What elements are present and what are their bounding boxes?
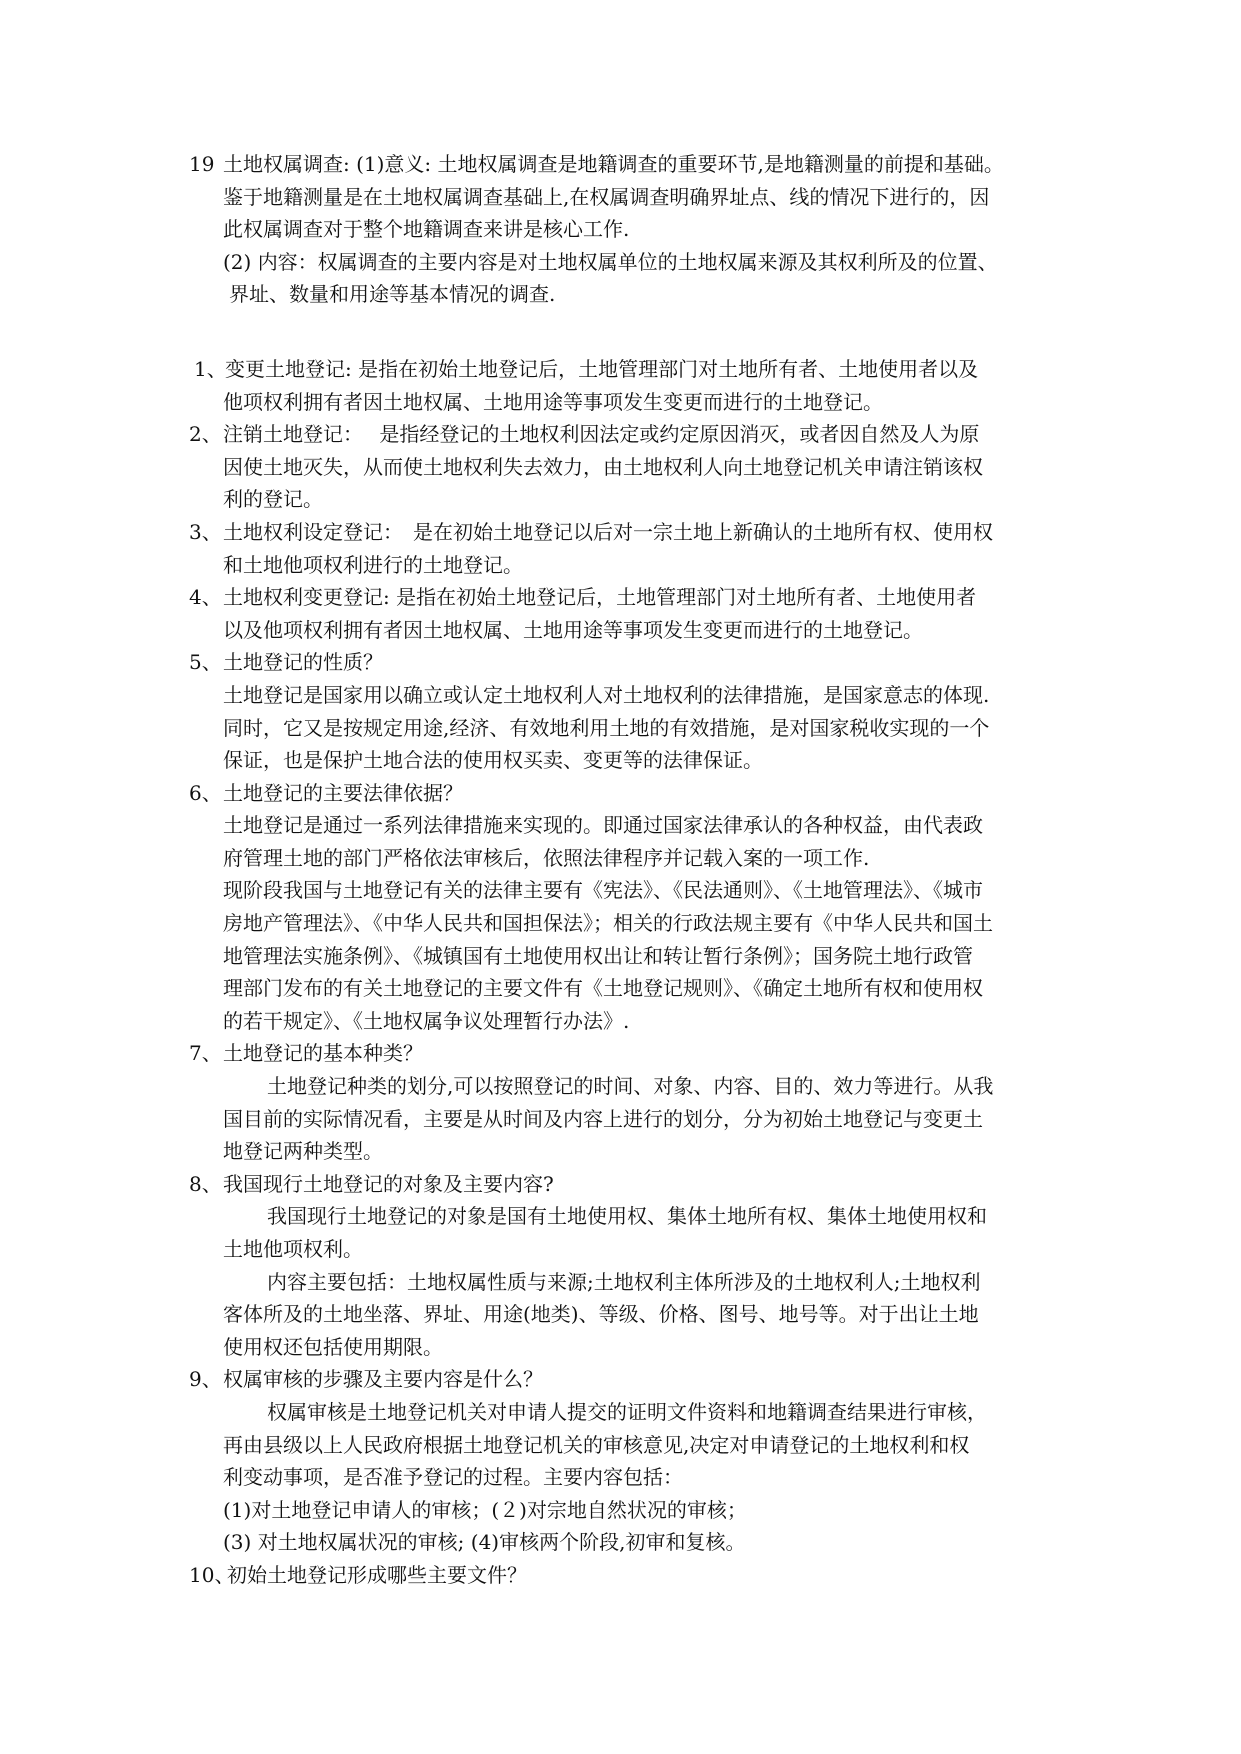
item-8-line-1 [189,1168,1069,1201]
item-1-number: 1、 [194,356,227,381]
item-4-line-1 [189,581,1069,614]
item-6-number: 6、 [189,780,222,805]
item-4-number: 4、 [189,585,222,610]
document-body [189,148,1069,1592]
q19-number: 19 [189,152,215,176]
item-2-line-1 [189,418,1069,451]
item-9-number: 9、 [189,1367,222,1392]
item-8-para2-line-1: 内容主要包括：土地权属性质与来源;土地权利主体所涉及的土地权利人;土地权利 [267,1269,981,1294]
item-5-line-3: 同时，它又是按规定用途,经济、有效地利用土地的有效措施，是对国家税收实现的一个 [223,715,990,740]
item-6-line-8: 的若干规定》、《土地权属争议处理暂行办法》. [223,1008,630,1033]
item-8-title: 我国现行土地登记的对象及主要内容? [223,1171,554,1196]
item-8-number: 8、 [189,1171,222,1196]
item-4-title: 土地权利变更登记: 是指在初始土地登记后，土地管理部门对土地所有者、土地使用者 [223,585,977,610]
item-9-para-line-1: 权属审核是土地登记机关对申请人提交的证明文件资料和地籍调查结果进行审核， [267,1399,987,1424]
item-6-line-1 [189,777,1069,810]
item-3-line-2: 和土地他项权利进行的土地登记。 [223,552,523,577]
item-7-line-1 [189,1037,1069,1070]
q19-sub-line-2: 界址、数量和用途等基本情况的调查. [229,282,556,307]
item-7-number: 7、 [189,1041,222,1066]
item-10-number: 10、 [189,1562,235,1587]
item-7-para-line-3: 地登记两种类型。 [223,1139,383,1164]
item-6-line-5: 房地产管理法》、《中华人民共和国担保法》；相关的行政法规主要有《中华人民共和国土 [223,911,993,936]
item-6-line-6: 地管理法实施条例》、《城镇国有土地使用权出让和转让暂行条例》；国务院土地行政管 [223,943,973,968]
item-2-title: 注销土地登记： 是指经登记的土地权利因法定或约定原因消灭，或者因自然及人为原 [223,422,980,447]
item-7-para-line-1: 土地登记种类的划分,可以按照登记的时间、对象、内容、目的、效力等进行。从我 [267,1074,994,1099]
section-gap [189,311,1069,353]
item-5-line-2: 土地登记是国家用以确立或认定土地权利人对土地权利的法律措施，是国家意志的体现. [223,682,990,707]
item-5-line-1 [189,646,1069,679]
item-7-title: 土地登记的基本种类？ [223,1041,423,1066]
q19-line-1 [189,148,1069,181]
item-5-line-4: 保证，也是保护土地合法的使用权买卖、变更等的法律保证。 [223,748,763,773]
item-9-line-1 [189,1363,1069,1396]
item-3-title: 土地权利设定登记： 是在初始土地登记以后对一宗土地上新确认的土地所有权、使用权 [223,519,993,544]
item-5-number: 5、 [189,650,222,675]
item-3-number: 3、 [189,519,222,544]
item-5-title: 土地登记的性质？ [223,650,383,675]
item-6-line-7: 理部门发布的有关土地登记的主要文件有《土地登记规则》、《确定土地所有权和使用权 [223,976,983,1001]
item-4-line-2: 以及他项权利拥有者因土地权属、土地用途等事项发生变更而进行的土地登记。 [223,617,923,642]
item-2-number: 2、 [189,422,222,447]
q19-line-3: 此权属调查对于整个地籍调查来讲是核心工作. [223,217,630,242]
item-1-title: 变更土地登记: 是指在初始土地登记后，土地管理部门对土地所有者、土地使用者以及 [225,356,979,381]
item-8-para1-line-1: 我国现行土地登记的对象是国有土地使用权、集体土地所有权、集体土地使用权和 [267,1204,987,1229]
item-6-title: 土地登记的主要法律依据？ [223,780,463,805]
item-9-title: 权属审核的步骤及主要内容是什么？ [223,1367,543,1392]
item-6-line-3: 府管理土地的部门严格依法审核后，依照法律程序并记载入案的一项工作. [223,845,870,870]
item-6-line-4: 现阶段我国与土地登记有关的法律主要有《宪法》、《民法通则》、《土地管理法》、《城市 [223,878,983,903]
item-10-line-1 [189,1559,1069,1592]
item-1-line-2: 他项权利拥有者因土地权属、土地用途等事项发生变更而进行的土地登记。 [223,389,883,414]
item-9-tail-line-2: (3) 对土地权属状况的审核; (4)审核两个阶段,初审和复核。 [223,1530,746,1555]
item-3-line-1 [189,516,1069,549]
item-8-para1-line-2: 土地他项权利。 [223,1237,363,1261]
q19-text: 土地权属调查: (1)意义: 土地权属调查是地籍调查的重要环节,是地籍测量的前提和基础。 [223,152,1004,176]
item-8-para2-line-3: 使用权还包括使用期限。 [223,1334,443,1359]
item-6-line-2: 土地登记是通过一系列法律措施来实现的。即通过国家法律承认的各种权益，由代表政 [223,813,983,838]
item-2-line-2: 因使土地灭失，从而使土地权利失去效力，由土地权利人向土地登记机关申请注销该权 [223,454,983,479]
q19-sub-line-1: (2) 内容：权属调查的主要内容是对土地权属单位的土地权属来源及其权利所及的位置、 [223,249,998,274]
q19-line-2: 鉴于地籍测量是在土地权属调查基础上,在权属调查明确界址点、线的情况下进行的，因 [223,184,990,209]
item-8-para2-line-2: 客体所及的土地坐落、界址、用途(地类)、等级、价格、图号、地号等。对于出让土地 [223,1302,979,1327]
item-9-tail-line-1: (1)对土地登记申请人的审核；(２)对宗地自然状况的审核； [223,1497,747,1522]
item-10-title: 初始土地登记形成哪些主要文件？ [227,1562,527,1587]
item-7-para-line-2: 国目前的实际情况看，主要是从时间及内容上进行的划分，分为初始土地登记与变更土 [223,1106,983,1131]
item-1-line-1 [189,353,1069,386]
item-9-para-line-3: 利变动事项，是否准予登记的过程。主要内容包括： [223,1465,683,1490]
item-2-line-3: 利的登记。 [223,487,323,512]
item-9-para-line-2: 再由县级以上人民政府根据土地登记机关的审核意见,决定对申请登记的土地权利和权 [223,1432,970,1457]
